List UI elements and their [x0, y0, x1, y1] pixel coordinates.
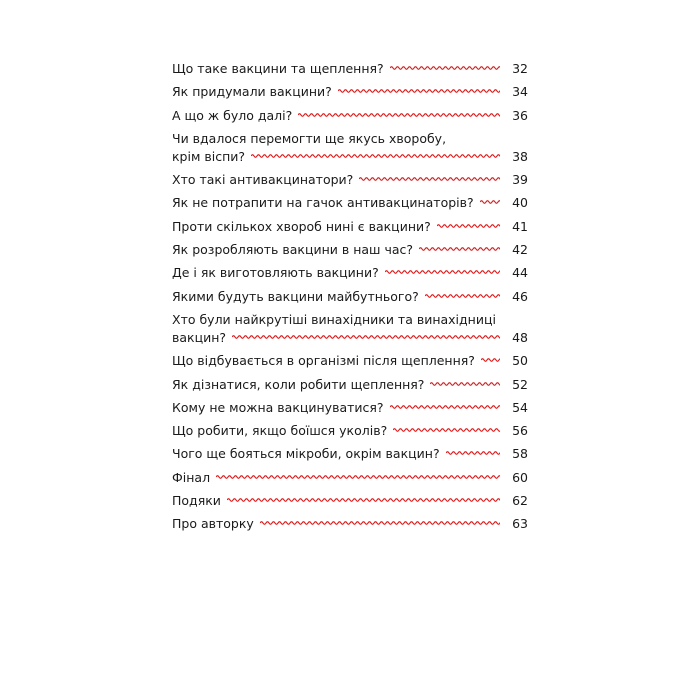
toc-entry-page: 56: [512, 423, 528, 439]
toc-entry-page: 39: [512, 172, 528, 188]
toc-entry[interactable]: [172, 218, 528, 236]
wavy-leader-line: [480, 198, 500, 206]
toc-entry[interactable]: [172, 264, 528, 282]
toc-entry-title: Про авторку: [172, 516, 254, 532]
toc-entry-page: 38: [512, 148, 528, 164]
toc-entry-page: 40: [512, 195, 528, 211]
toc-entry[interactable]: [172, 469, 528, 487]
toc-entry-title: Як не потрапити на гачок антивакцинаторів?: [172, 195, 474, 211]
toc-entry[interactable]: [172, 194, 528, 212]
toc-entry-page: 32: [512, 61, 528, 76]
toc-entry-title: Чого ще бояться мікроби, окрім вакцин?: [172, 446, 440, 462]
toc-entry[interactable]: [172, 492, 528, 510]
toc-entry-title: Фінал: [172, 469, 211, 485]
toc-entry[interactable]: [172, 311, 528, 347]
toc-entry-title: Що робити, якщо боїшся уколів?: [172, 423, 388, 439]
toc-entry[interactable]: [172, 171, 528, 189]
toc-entry-page: 52: [512, 376, 528, 392]
toc-entry[interactable]: [172, 422, 528, 440]
toc-entry[interactable]: [172, 107, 528, 125]
toc-entry-page: 44: [512, 265, 528, 281]
toc-entry[interactable]: [172, 399, 528, 417]
wavy-leader-line: [216, 473, 500, 481]
wavy-leader-line: [419, 245, 500, 253]
toc-entry-page: 46: [512, 288, 528, 304]
wavy-leader-line: [430, 380, 500, 388]
wavy-leader-line: [446, 449, 500, 457]
toc-entry-title: Подяки: [172, 493, 221, 509]
toc-entry-page: 42: [512, 242, 528, 258]
toc-entry[interactable]: [172, 376, 528, 394]
wavy-leader-line: [425, 292, 500, 300]
toc-entry-page: 62: [512, 493, 528, 509]
toc-entry-title: Проти скількох хвороб нині є вакцини?: [172, 218, 431, 234]
toc-entry[interactable]: [172, 83, 528, 101]
toc-entry-title-line1: Хто були найкрутіші винахідники та винахідниці: [172, 311, 496, 327]
wavy-leader-line: [481, 356, 500, 364]
toc-entry-title: Як придумали вакцини?: [172, 84, 332, 100]
toc-entry-page: 60: [512, 469, 528, 485]
toc-entry[interactable]: [172, 515, 528, 533]
wavy-leader-line: [232, 333, 500, 341]
toc-entry-page: 50: [512, 353, 528, 369]
wavy-leader-line: [393, 426, 500, 434]
toc-entry-title: вакцин?: [172, 329, 227, 345]
toc-entry-title: А що ж було далі?: [172, 107, 293, 123]
wavy-leader-line: [385, 268, 500, 276]
toc-entry-title-line1: Чи вдалося перемогти ще якусь хворобу,: [172, 130, 447, 146]
toc-entry-title: Як дізнатися, коли робити щеплення?: [172, 376, 425, 392]
toc-entry[interactable]: [172, 445, 528, 463]
wavy-leader-line: [260, 519, 500, 527]
wavy-leader-line: [359, 175, 500, 183]
toc-entry[interactable]: [172, 288, 528, 306]
wavy-leader-line: [437, 222, 500, 230]
wavy-leader-line: [338, 87, 500, 95]
table-of-contents: [172, 60, 528, 539]
toc-entry-page: 54: [512, 399, 528, 415]
toc-entry[interactable]: [172, 352, 528, 370]
toc-entry-title: крім віспи?: [172, 148, 246, 164]
toc-entry-title: Як розробляють вакцини в наш час?: [172, 242, 413, 258]
toc-entry-title: Де і як виготовляють вакцини?: [172, 265, 379, 281]
toc-entry-page: 48: [512, 329, 528, 345]
toc-entry-page: 41: [512, 218, 528, 234]
toc-entry-page: 58: [512, 446, 528, 462]
wavy-leader-line: [390, 403, 500, 411]
toc-entry[interactable]: [172, 241, 528, 259]
wavy-leader-line: [251, 152, 500, 160]
toc-entry[interactable]: [172, 130, 528, 166]
toc-entry-title: Що таке вакцини та щеплення?: [172, 61, 384, 76]
toc-entry-title: Кому не можна вакцинуватися?: [172, 399, 384, 415]
toc-entry-title: Що відбувається в організмі після щеплення?: [172, 353, 475, 369]
toc-entry-title: Якими будуть вакцини майбутнього?: [172, 288, 419, 304]
toc-entry-page: 63: [512, 516, 528, 532]
wavy-leader-line: [390, 64, 500, 72]
wavy-leader-line: [227, 496, 500, 504]
toc-entry-title: Хто такі антивакцинатори?: [172, 172, 354, 188]
toc-entry[interactable]: [172, 60, 528, 78]
toc-entry-page: 36: [512, 107, 528, 123]
toc-entry-page: 34: [512, 84, 528, 100]
wavy-leader-line: [298, 111, 500, 119]
